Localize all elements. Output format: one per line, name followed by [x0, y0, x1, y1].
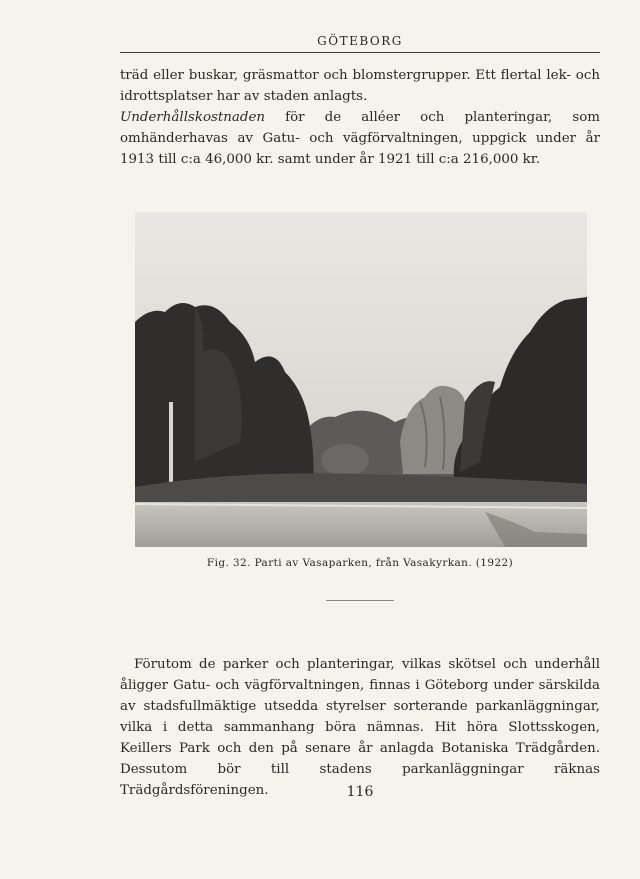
park-photograph	[135, 212, 587, 547]
paragraph-3: Förutom de parker och planteringar, vilkas skötsel och underhåll åligger Gatu- och vägförvaltningen, finnas i Göteborg under särskilda av stadsfullmäktige utsedda styrelser sorterande parkanläggningar, vilka i detta sammanhang böra nämnas. Hit höra Slottsskogen, Keillers Park och den på senare år anlagda Botaniska Trädgården. Dessutom bör till stadens parkanläggningar räknas Trädgårdsföreningen.	[120, 657, 600, 798]
paragraph-2-text: för de alléer och planteringar, som omhänderhavas av Gatu- och vägförvaltningen, uppgick under år 1913 till c:a 46,000 kr. samt under år 1921 till c:a 216,000 kr.	[120, 110, 600, 167]
page-number: 116	[346, 784, 374, 800]
header-rule	[120, 52, 600, 53]
park-photo-illustration	[135, 212, 587, 547]
figure-caption: Fig. 32. Parti av Vasaparken, från Vasakyrkan. (1922)	[206, 557, 514, 569]
paragraph-2-italic-term: Underhållskostnaden	[120, 110, 266, 125]
paragraph-1: träd eller buskar, gräsmattor och blomstergrupper. Ett flertal lek- och idrottsplatser har av staden anlagts.	[120, 68, 600, 104]
section-divider	[326, 600, 394, 601]
paragraph-2	[120, 107, 600, 170]
running-header: GÖTEBORG	[317, 34, 403, 48]
